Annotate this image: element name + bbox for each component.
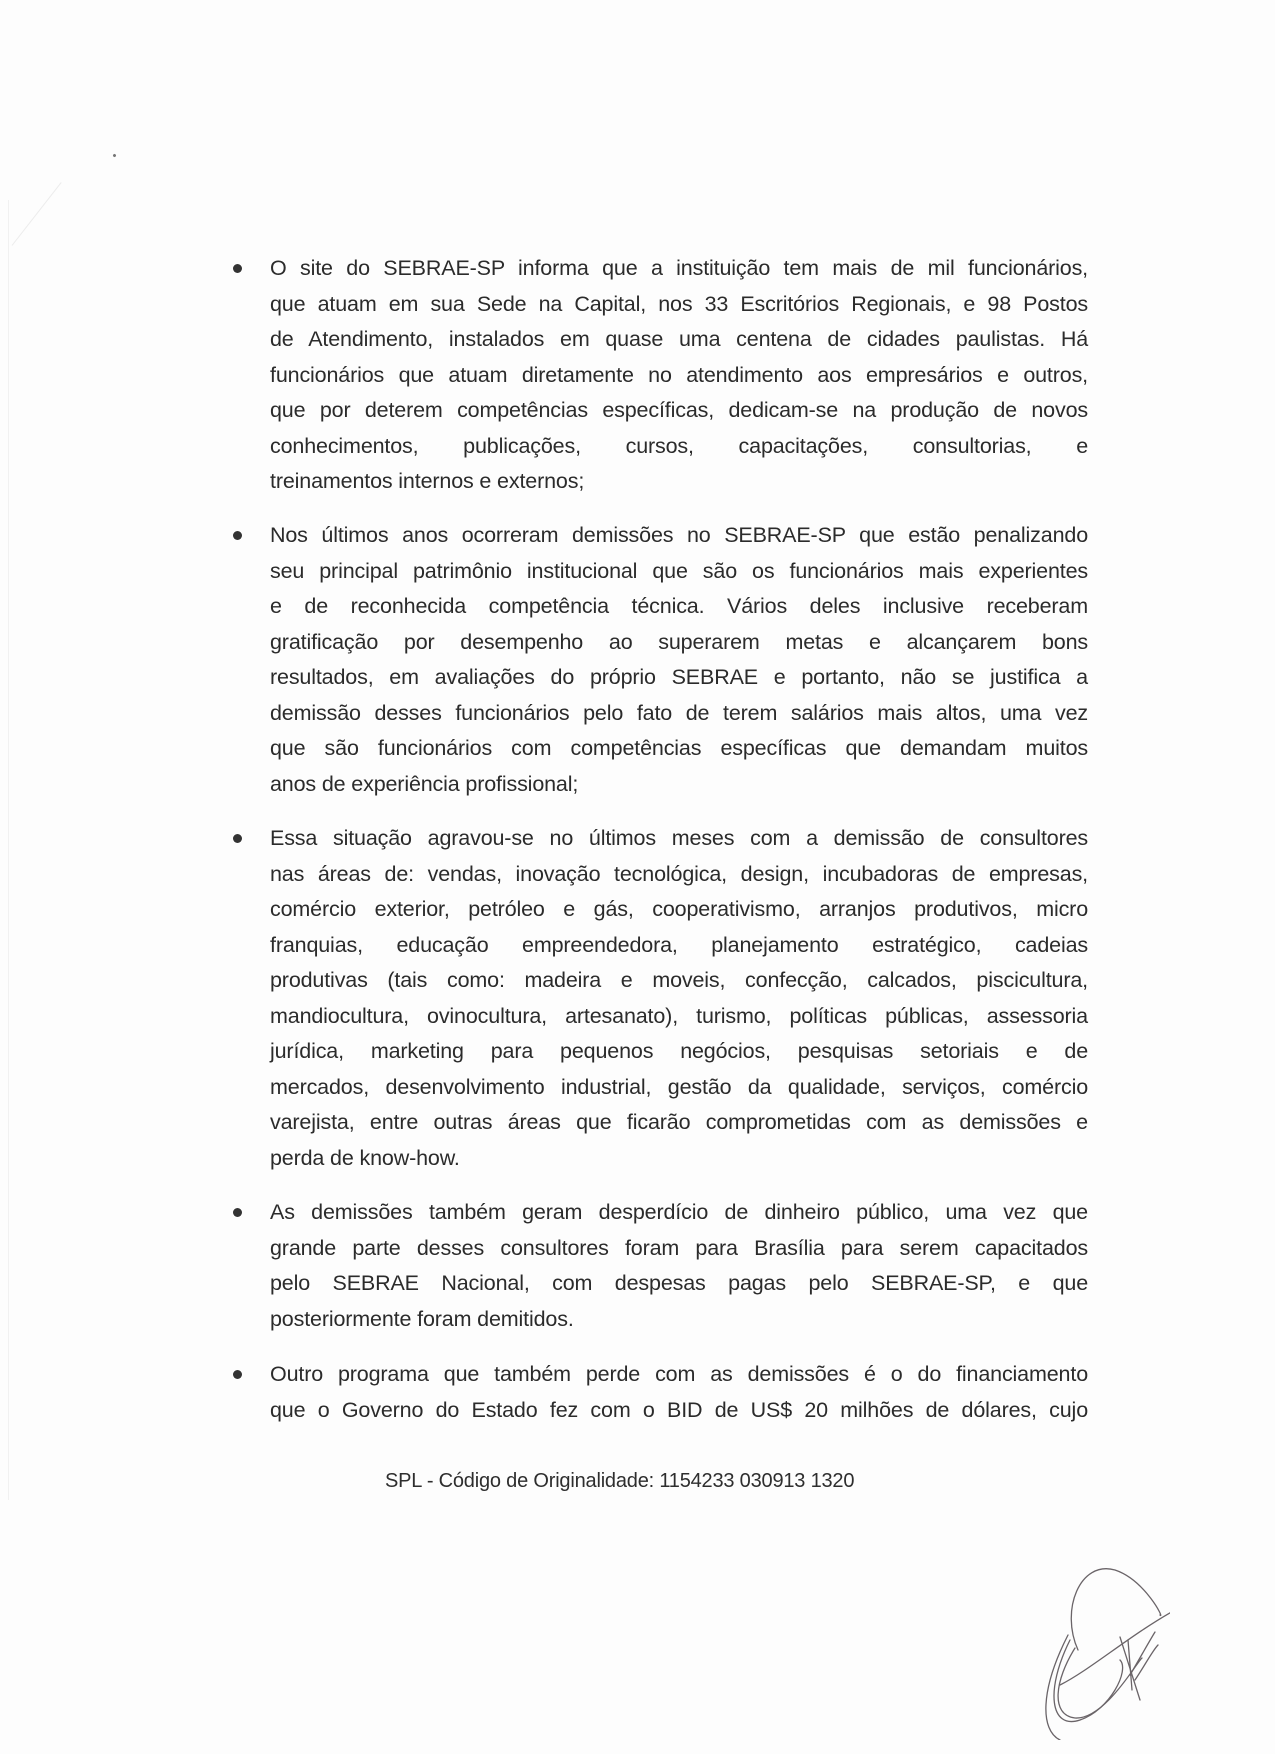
scan-edge-artifact: [8, 200, 9, 1500]
text-line: comércio exterior, petróleo e gás, cooperativismo, arranjos produtivos, micro: [270, 897, 1088, 921]
text-line: nas áreas de: vendas, inovação tecnológica, design, incubadoras de empresas,: [270, 861, 1088, 886]
text-line: conhecimentos, publicações, cursos, capacitações, consultorias, e: [270, 433, 1088, 458]
text-line: seu principal patrimônio institucional que são os funcionários mais experientes: [270, 558, 1088, 583]
text-line: que por deterem competências específicas, dedicam-se na produção de novos: [270, 398, 1088, 422]
originality-code-footer: SPL - Código de Originalidade: 1154233 030913 1320: [385, 1470, 855, 1492]
text-line: Essa situação agravou-se no últimos meses com a demissão de consultores: [270, 826, 1088, 850]
bullet-icon: [233, 834, 242, 843]
text-line: funcionários que atuam diretamente no atendimento aos empresários e outros,: [270, 362, 1088, 387]
text-line: posteriormente foram demitidos.: [270, 1306, 574, 1331]
text-line: que atuam em sua Sede na Capital, nos 33 Escritórios Regionais, e 98 Postos: [270, 291, 1088, 316]
bullet-paragraph-2: [270, 518, 1088, 802]
bullet-paragraph-4: [270, 1195, 1088, 1337]
text-line: jurídica, marketing para pequenos negócios, pesquisas setoriais e de: [270, 1039, 1088, 1063]
bullet-icon: [233, 531, 242, 540]
text-line: Outro programa que também perde com as demissões é o do financiamento: [270, 1362, 1088, 1386]
text-line: varejista, entre outras áreas que ficarão comprometidas com as demissões e: [270, 1110, 1088, 1134]
bullet-icon: [233, 264, 242, 273]
text-line: demissão desses funcionários pelo fato de terem salários mais altos, uma vez: [270, 700, 1088, 725]
text-line: franquias, educação empreendedora, planejamento estratégico, cadeias: [270, 932, 1088, 957]
text-line: Nos últimos anos ocorreram demissões no SEBRAE-SP que estão penalizando: [270, 523, 1088, 547]
text-line: As demissões também geram desperdício de dinheiro público, uma vez que: [270, 1200, 1088, 1224]
text-line: treinamentos internos e externos;: [270, 469, 585, 493]
bullet-paragraph-3: [270, 821, 1088, 1176]
text-line: de Atendimento, instalados em quase uma centena de cidades paulistas. Há: [270, 327, 1088, 351]
scan-speck: [112, 153, 116, 157]
text-line: que são funcionários com competências específicas que demandam muitos: [270, 736, 1088, 760]
text-line: que o Governo do Estado fez com o BID de US$ 20 milhões de dólares, cujo: [270, 1397, 1088, 1422]
signature-icon: [1020, 1540, 1170, 1740]
bullet-paragraph-1: [270, 251, 1088, 500]
text-line: resultados, em avaliações do próprio SEBRAE e portanto, não se justifica a: [270, 665, 1088, 689]
text-line: O site do SEBRAE-SP informa que a instituição tem mais de mil funcionários,: [270, 256, 1088, 280]
bullet-paragraph-5: [270, 1357, 1088, 1428]
bullet-icon: [233, 1208, 242, 1217]
text-line: produtivas (tais como: madeira e moveis, confecção, calcados, piscicultura,: [270, 968, 1088, 992]
text-line: e de reconhecida competência técnica. Vários deles inclusive receberam: [270, 594, 1088, 618]
text-line: perda de know-how.: [270, 1145, 460, 1170]
text-line: pelo SEBRAE Nacional, com despesas pagas pelo SEBRAE-SP, e que: [270, 1271, 1088, 1295]
text-line: mercados, desenvolvimento industrial, gestão da qualidade, serviços, comércio: [270, 1074, 1088, 1099]
text-line: gratificação por desempenho ao superarem metas e alcançarem bons: [270, 629, 1088, 654]
text-line: grande parte desses consultores foram para Brasília para serem capacitados: [270, 1235, 1088, 1260]
text-line: mandiocultura, ovinocultura, artesanato), turismo, políticas públicas, assessoria: [270, 1003, 1088, 1028]
text-line: anos de experiência profissional;: [270, 771, 579, 796]
bullet-icon: [233, 1370, 242, 1379]
scan-stray-mark: [12, 182, 62, 246]
